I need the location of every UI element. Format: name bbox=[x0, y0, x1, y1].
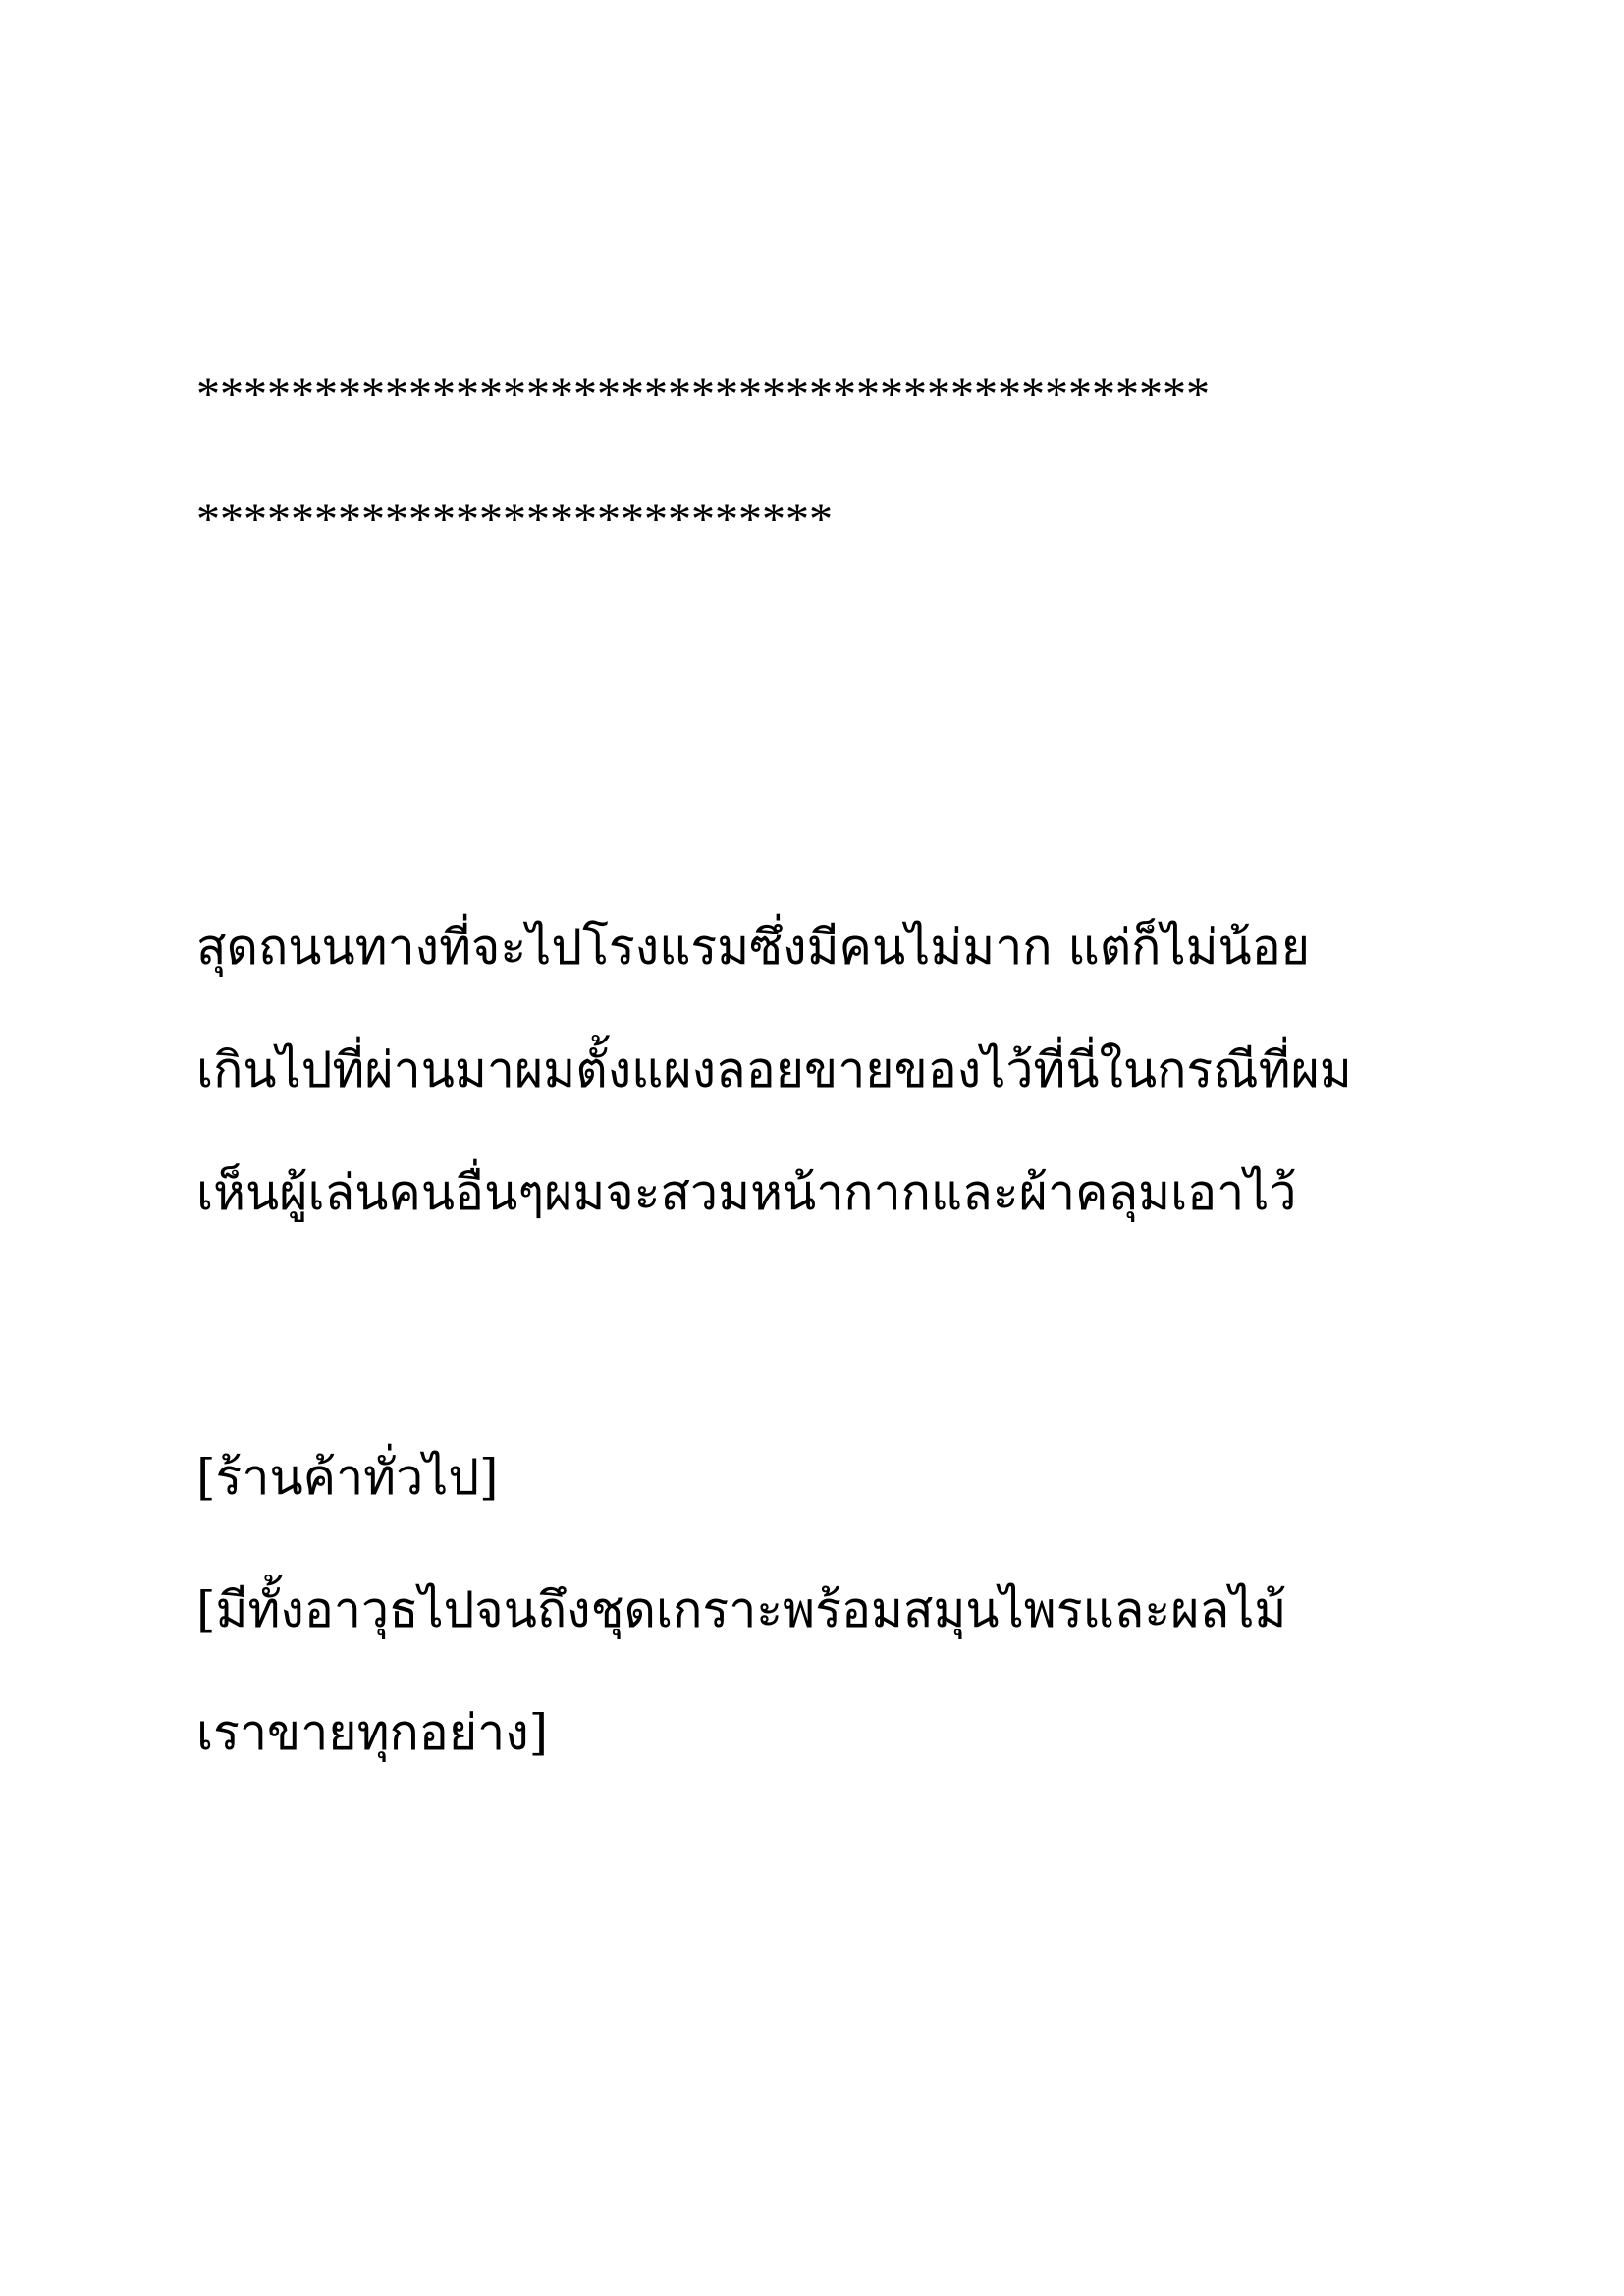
paragraph-line-3: เห็นผู้เล่นคนอื่นๆผมจะสวมหน้ากากและผ้าคลุมเอาไว้ bbox=[196, 1164, 1297, 1221]
paragraph-line-2: เกินไปที่ผ่านมาผมตั้งแผงลอยขายของไว้ที่นี่ในกรณีที่ผม bbox=[196, 1041, 1352, 1098]
shop-title: [ร้านค้าทั่วไป] bbox=[196, 1449, 499, 1506]
separator-line-2: *************************** bbox=[196, 494, 833, 546]
separator-line-1: ******************************************* bbox=[196, 368, 1210, 420]
paragraph-line-1: สุดถนนทางที่จะไปโรงแรมซึ่งมีคนไม่มาก แต่ก็ไม่น้อย bbox=[196, 919, 1311, 976]
shop-description-line-1: [มีทั้งอาวุธไปจนถึงชุดเกราะพร้อมสมุนไพรและผลไม้ bbox=[196, 1581, 1287, 1638]
shop-description-line-2: เราขายทุกอย่าง] bbox=[196, 1704, 549, 1761]
